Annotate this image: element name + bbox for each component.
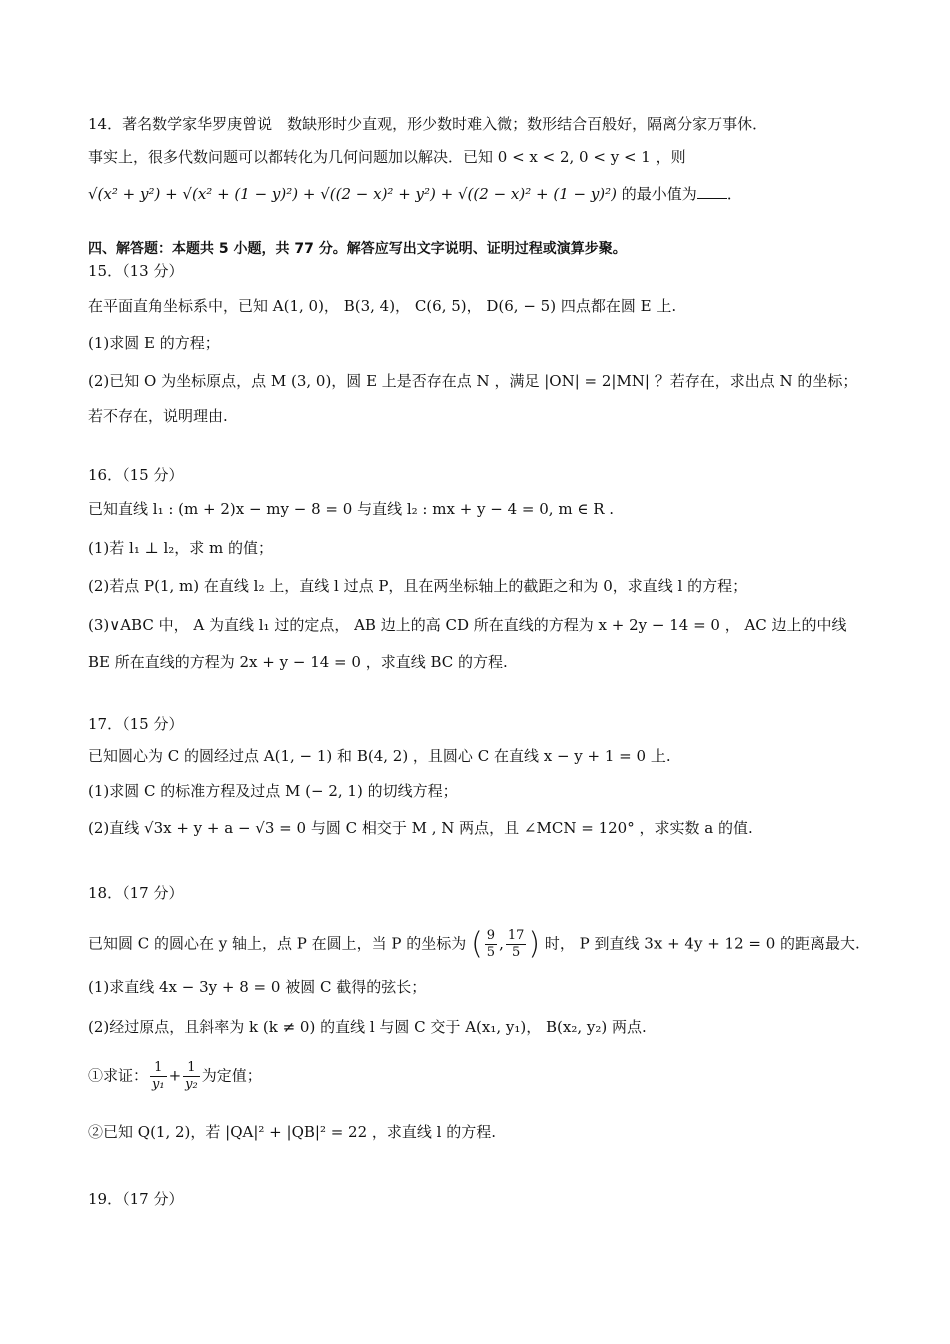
fraction-denominator: 5: [511, 945, 521, 960]
fraction: [485, 928, 497, 961]
answer-blank: [697, 184, 727, 199]
fraction-numerator: 9: [486, 928, 496, 943]
q19-heading: 19．（17 分）: [88, 1190, 184, 1208]
q18-line-5: ②已知 Q(1, 2)，若 |QA|² + |QB|² = 22 ，求直线 l 的方程.: [88, 1123, 497, 1141]
q14-line-3: [88, 183, 742, 205]
q18-line-1: 已知圆 C 的圆心在 y 轴上，点 P 在圆上，当 P 的坐标为 ( $\frac{9}{5}$ , $\frac{17}{5}$ ) 时， P 到直线 3x + 4y + 12 = 0 的距离最大.: [88, 926, 860, 962]
q16-line-1: 已知直线 l₁ : (m + 2)x − my − 8 = 0 与直线 l₂ : mx + y − 4 = 0, m ∈ R .: [88, 500, 615, 518]
q18-line-4-b: 为定值；: [201, 1066, 262, 1085]
q15-line-4: 若不存在，说明理由.: [88, 407, 228, 425]
q14-line-3-end: ．: [726, 185, 742, 203]
q16-line-5: BE 所在直线的方程为 2x + y − 14 = 0 ，求直线 BC 的方程.: [88, 653, 508, 671]
q16-line-4: (3)∨ABC 中， A 为直线 l₁ 过的定点， AB 边上的高 CD 所在直线的方程为 x + 2y − 14 = 0 ， AC 边上的中线: [88, 616, 847, 634]
q17-line-2: (1)求圆 C 的标准方程及过点 M (− 2, 1) 的切线方程；: [88, 782, 458, 800]
q14-line-1: 14．著名数学家华罗庚曾说 数缺形时少直观，形少数时难入微；数形结合百般好，隔离分家万事休．: [88, 115, 768, 133]
fraction-numerator: 1: [150, 1060, 167, 1077]
q14-expression: √(x² + y²) + √(x² + (1 − y)²) + √((2 − x)² + y²) + √((2 − x)² + (1 − y)²): [88, 185, 618, 203]
fraction-denominator: y₁: [152, 1077, 165, 1092]
q18-line-4-a: ①求证：: [88, 1066, 149, 1085]
fraction-denominator: y₂: [185, 1077, 198, 1092]
q18-line-3: (2)经过原点，且斜率为 k (k ≠ 0) 的直线 l 与圆 C 交于 A(x₁, y₁)， B(x₂, y₂) 两点.: [88, 1018, 647, 1036]
q14-line-3-tail: 的最小值为: [617, 185, 697, 203]
q18-line-1-b: 时， P 到直线 3x + 4y + 12 = 0 的距离最大.: [544, 934, 860, 953]
section-heading: 四、解答题：本题共 5 小题，共 77 分。解答应写出文字说明、证明过程或演算步聚。: [88, 241, 627, 257]
q16-line-3: (2)若点 P(1, m) 在直线 l₂ 上，直线 l 过点 P，且在两坐标轴上的截距之和为 0，求直线 l 的方程；: [88, 577, 748, 595]
q18-line-1-a: 已知圆 C 的圆心在 y 轴上，点 P 在圆上，当 P 的坐标为: [88, 934, 467, 953]
fraction-denominator: 5: [486, 945, 496, 960]
q17-line-1: 已知圆心为 C 的圆经过点 A(1, − 1) 和 B(4, 2) ，且圆心 C 在直线 x − y + 1 = 0 上.: [88, 747, 671, 765]
q18-line-4: ①求证： $\frac{1}{\text{y₁}}$ + $\frac{1}{\text{y₂}}$ 为定值；: [88, 1060, 262, 1092]
q17-line-3: (2)直线 √3x + y + a − √3 = 0 与圆 C 相交于 M , N 两点，且 ∠MCN = 120° ，求实数 a 的值.: [88, 819, 753, 837]
q18-heading: 18．（17 分）: [88, 884, 184, 902]
q15-heading: 15．（13 分）: [88, 262, 184, 280]
q18-line-2: (1)求直线 4x − 3y + 8 = 0 被圆 C 截得的弦长；: [88, 978, 427, 996]
q14-line-2: 事实上，很多代数问题可以都转化为几何问题加以解决．已知 0 < x < 2, 0 < y < 1 ，则: [88, 148, 686, 166]
q15-line-3: (2)已知 O 为坐标原点，点 M (3, 0)，圆 E 上是否存在点 N ，满足 |ON| = 2|MN| ？若存在，求出点 N 的坐标；: [88, 372, 858, 390]
q15-line-2: (1)求圆 E 的方程；: [88, 334, 220, 352]
q16-heading: 16．（15 分）: [88, 466, 184, 484]
fraction: [183, 1060, 200, 1093]
fraction: [150, 1060, 167, 1093]
fraction: [506, 928, 527, 961]
q16-line-2: (1)若 l₁ ⊥ l₂，求 m 的值；: [88, 539, 274, 557]
q15-line-1: 在平面直角坐标系中，已知 A(1, 0)， B(3, 4)， C(6, 5)， D(6, − 5) 四点都在圆 E 上.: [88, 297, 677, 315]
fraction-numerator: 17: [507, 928, 525, 943]
q17-heading: 17．（15 分）: [88, 715, 184, 733]
fraction-numerator: 1: [183, 1060, 200, 1077]
